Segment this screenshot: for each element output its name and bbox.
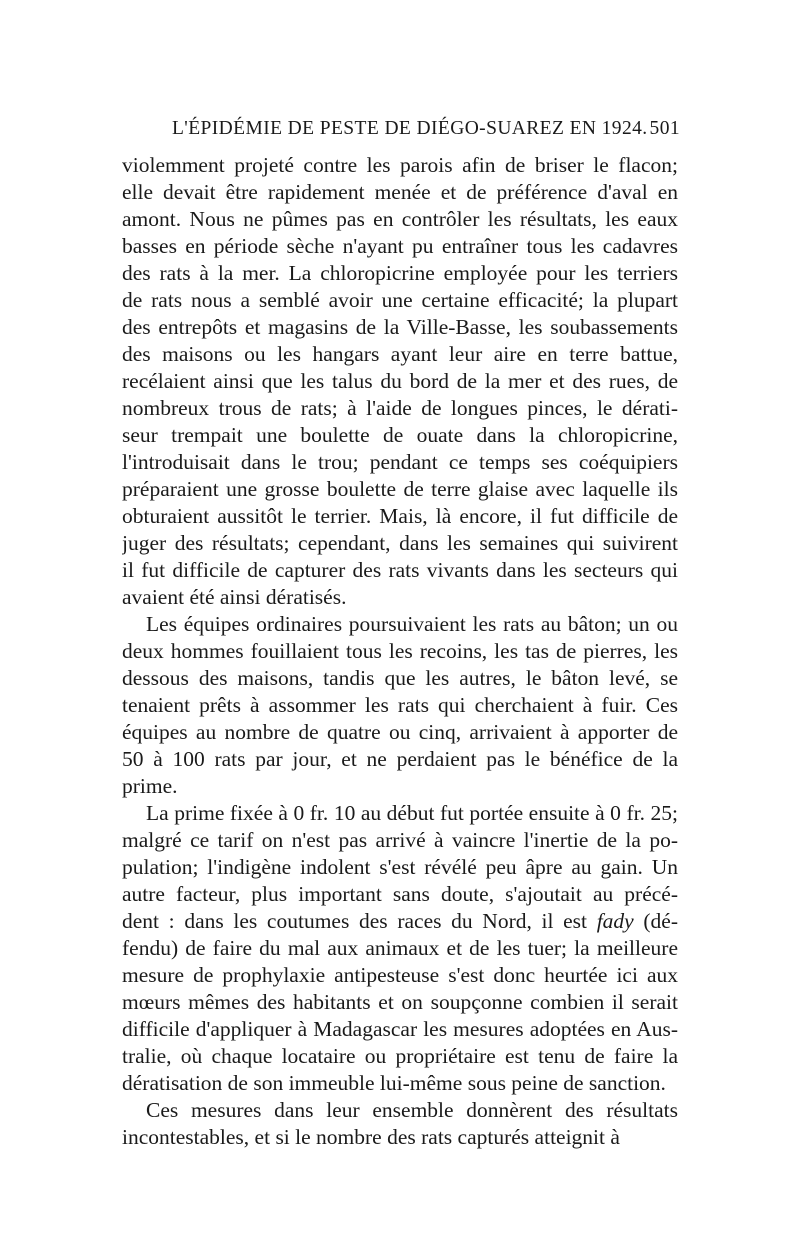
paragraph (122, 1097, 678, 1151)
text-line: difficile d'appliquer à Madagascar les mesures adoptées en Aus- (122, 1017, 678, 1041)
text-line: Ces mesures dans leur ensemble donnèrent des résultats (146, 1098, 678, 1122)
text-line: des rats à la mer. La chloropicrine employée pour les terriers (122, 261, 678, 285)
text-line: malgré ce tarif on n'est pas arrivé à vaincre l'inertie de la po- (122, 828, 678, 852)
text-line: nombreux trous de rats; à l'aide de longues pinces, le dérati- (122, 396, 678, 420)
text-line: amont. Nous ne pûmes pas en contrôler les résultats, les eaux (122, 207, 678, 231)
text-line: deux hommes fouillaient tous les recoins, les tas de pierres, les (122, 639, 678, 663)
text-line: pulation; l'indigène indolent s'est révélé peu âpre au gain. Un (122, 855, 678, 879)
body-text (122, 152, 678, 1151)
text-line: dent : dans les coutumes des races du Nord, il est fady (dé- (122, 909, 678, 933)
text-line: fendu) de faire du mal aux animaux et de les tuer; la meilleure (122, 936, 678, 960)
text-line: seur trempait une boulette de ouate dans la chloropicrine, (122, 423, 678, 447)
text-line: équipes au nombre de quatre ou cinq, arrivaient à apporter de (122, 720, 678, 744)
page-number: 501 (649, 118, 680, 139)
running-head-title: L'ÉPIDÉMIE DE PESTE DE DIÉGO-SUAREZ EN 1924. (172, 118, 648, 139)
text-line: des entrepôts et magasins de la Ville-Basse, les soubassements (122, 315, 678, 339)
text-line: incontestables, et si le nombre des rats capturés atteignit à (122, 1125, 620, 1149)
text-line: obturaient aussitôt le terrier. Mais, là encore, il fut difficile de (122, 504, 678, 528)
text-line: autre facteur, plus important sans doute, s'ajoutait au précé- (122, 882, 678, 906)
running-head (120, 118, 680, 148)
text-line: La prime fixée à 0 fr. 10 au début fut portée ensuite à 0 fr. 25; (146, 801, 678, 825)
text-line: mœurs mêmes des habitants et on soupçonne combien il serait (122, 990, 678, 1014)
text-line: des maisons ou les hangars ayant leur aire en terre battue, (122, 342, 678, 366)
text-line: dératisation de son immeuble lui-même sous peine de sanction. (122, 1071, 666, 1095)
text-line: avaient été ainsi dératisés. (122, 585, 347, 609)
text-line: recélaient ainsi que les talus du bord de la mer et des rues, de (122, 369, 678, 393)
paragraph (122, 152, 678, 611)
text-line: tralie, où chaque locataire ou propriétaire est tenu de faire la (122, 1044, 678, 1068)
text-line: violemment projeté contre les parois afin de briser le flacon; (122, 153, 678, 177)
text-line: mesure de prophylaxie antipesteuse s'est donc heurtée ici aux (122, 963, 678, 987)
text-line: de rats nous a semblé avoir une certaine efficacité; la plupart (122, 288, 678, 312)
text-line: tenaient prêts à assommer les rats qui cherchaient à fuir. Ces (122, 693, 678, 717)
text-line: préparaient une grosse boulette de terre glaise avec laquelle ils (122, 477, 678, 501)
paragraph (122, 800, 678, 1097)
text-line: juger des résultats; cependant, dans les semaines qui suivirent (122, 531, 678, 555)
text-line: elle devait être rapidement menée et de préférence d'aval en (122, 180, 678, 204)
text-line: dessous des maisons, tandis que les autres, le bâton levé, se (122, 666, 678, 690)
text-line: basses en période sèche n'ayant pu entraîner tous les cadavres (122, 234, 678, 258)
text-line: il fut difficile de capturer des rats vivants dans les secteurs qui (122, 558, 678, 582)
text-line: Les équipes ordinaires poursuivaient les rats au bâton; un ou (146, 612, 678, 636)
paragraph (122, 611, 678, 800)
text-line: l'introduisait dans le trou; pendant ce temps ses coéquipiers (122, 450, 678, 474)
text-line: prime. (122, 774, 178, 798)
text-line: 50 à 100 rats par jour, et ne perdaient pas le bénéfice de la (122, 747, 678, 771)
